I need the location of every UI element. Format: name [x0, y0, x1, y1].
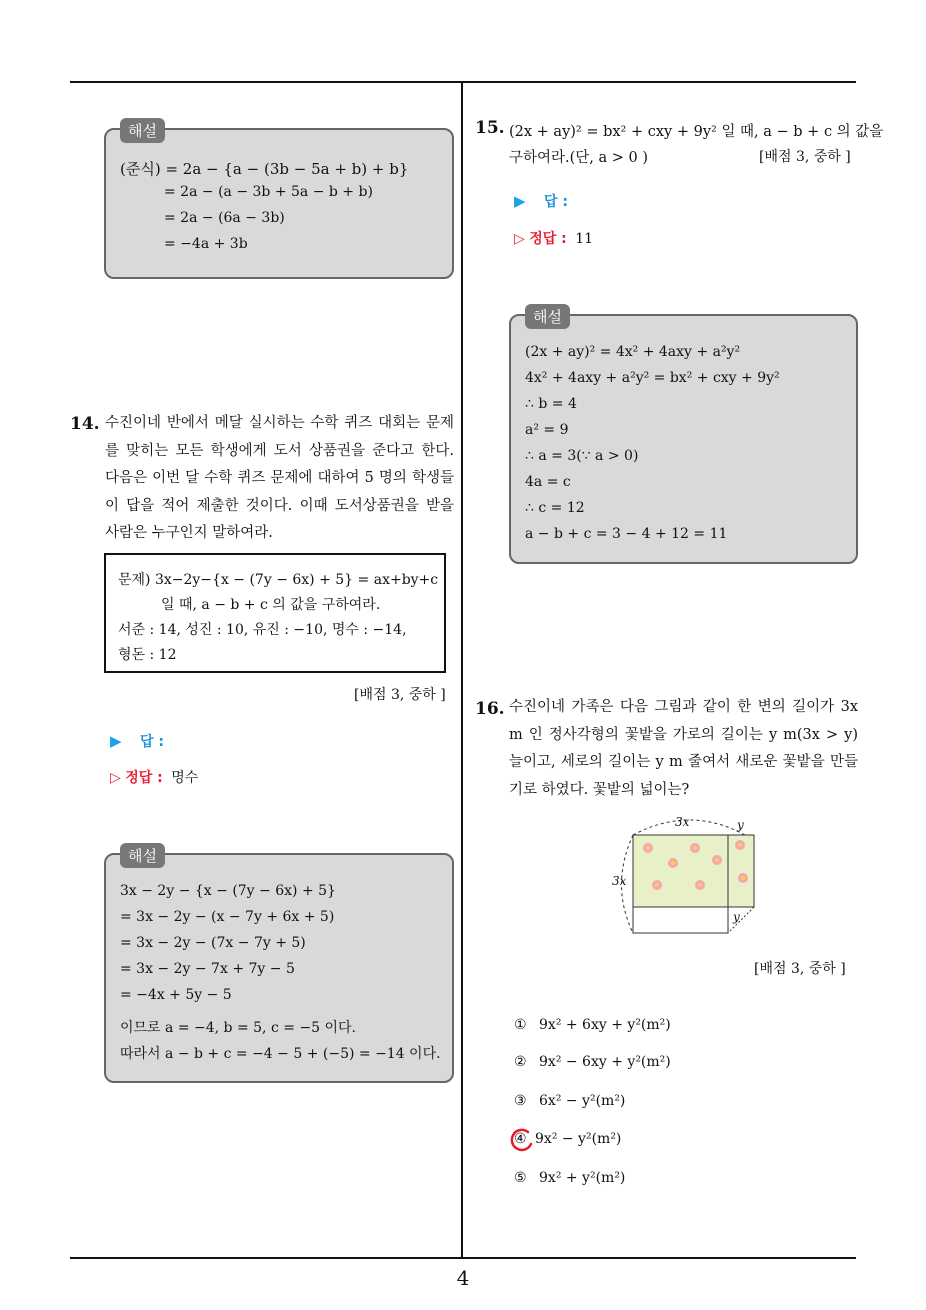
solution-line: 4x² + 4axy + a²y² = bx² + cxy + 9y²	[525, 370, 780, 386]
figure-label-bottom-right: y	[733, 910, 740, 924]
choice-text: 6x² − y²(m²)	[539, 1093, 626, 1109]
solution-line: = 2a − (6a − 3b)	[164, 210, 285, 226]
question-number-16: 16.	[475, 699, 505, 719]
question-text-15: (2x + ay)² = bx² + cxy + 9y² 일 때, a − b + c 의 값을	[509, 124, 884, 140]
choice-mark: ⑤	[514, 1170, 527, 1186]
solution-tag: 해설	[525, 304, 570, 329]
correct-value: 11	[575, 231, 594, 247]
correct-row-15	[514, 228, 593, 248]
problem-line: 형돈 : 12	[118, 647, 177, 663]
solution-box-13	[104, 122, 454, 279]
solution-line: = 3x − 2y − (7x − 7y + 5)	[120, 935, 306, 951]
correct-row-14	[110, 767, 198, 787]
solution-line: 이므로 a = −4, b = 5, c = −5 이다.	[120, 1020, 356, 1036]
correct-label: 정답 :	[125, 770, 163, 786]
problem-box-14	[104, 553, 446, 673]
question-number-14: 14.	[70, 414, 100, 434]
solution-line: = −4x + 5y − 5	[120, 987, 232, 1003]
solution-line: (2x + ay)² = 4x² + 4axy + a²y²	[525, 344, 741, 360]
solution-line: ∴ a = 3(∵ a > 0)	[525, 448, 639, 464]
play-icon: ▶	[514, 192, 526, 210]
choice-5[interactable]	[514, 1170, 625, 1186]
bottom-rule	[70, 1257, 856, 1259]
answer-row-15	[514, 191, 568, 211]
problem-line: 서준 : 14, 성진 : 10, 유진 : −10, 명수 : −14,	[118, 622, 407, 638]
solution-line: a² = 9	[525, 422, 569, 438]
choice-mark: ③	[514, 1093, 527, 1109]
question-number-15: 15.	[475, 118, 505, 138]
solution-line: = 3x − 2y − (x − 7y + 6x + 5)	[120, 909, 335, 925]
choice-text: 9x² + 6xy + y²(m²)	[539, 1017, 671, 1033]
solution-line: a − b + c = 3 − 4 + 12 = 11	[525, 526, 728, 542]
selected-circle-icon	[506, 1124, 536, 1154]
solution-line: ∴ b = 4	[525, 396, 577, 412]
solution-line: = −4a + 3b	[164, 236, 248, 252]
choice-1[interactable]	[514, 1017, 671, 1033]
answer-label: 답 :	[140, 734, 164, 750]
score-14: [배점 3, 중하 ]	[354, 687, 446, 703]
score-16: [배점 3, 중하 ]	[754, 961, 846, 977]
solution-line: ∴ c = 12	[525, 500, 585, 516]
question-text-14: 수진이네 반에서 메달 실시하는 수학 퀴즈 대회는 문제를 맞히는 모든 학생에게 도서 상품권을 준다고 한다. 다음은 이번 달 수학 퀴즈 문제에 대하여 5 명의 학생들이 답을 적어 제출한 것이다. 이때 도서상품권을 받을 사람은 누구인지 말하여라.	[105, 415, 454, 541]
choice-2[interactable]	[514, 1054, 671, 1070]
solution-line: = 2a − (a − 3b + 5a − b + b)	[164, 184, 373, 200]
outline-triangle-icon: ▷	[514, 231, 525, 247]
figure-label-top-right: y	[737, 818, 744, 832]
solution-line: (준식) = 2a − {a − (3b − 5a + b) + b}	[120, 160, 409, 178]
choice-mark: ②	[514, 1054, 527, 1070]
top-rule	[70, 81, 856, 83]
play-icon: ▶	[110, 732, 122, 750]
choice-text: 9x² + y²(m²)	[539, 1170, 626, 1186]
figure-label-top: 3x	[675, 815, 690, 829]
answer-label: 답 :	[544, 194, 568, 210]
correct-label: 정답 :	[529, 231, 567, 247]
solution-line: 4a = c	[525, 474, 571, 490]
figure-label-left: 3x	[612, 874, 627, 888]
solution-tag: 해설	[120, 118, 165, 143]
solution-tag: 해설	[120, 843, 165, 868]
problem-line: 일 때, a − b + c 의 값을 구하여라.	[161, 597, 381, 613]
solution-line: = 3x − 2y − 7x + 7y − 5	[120, 961, 295, 977]
outline-triangle-icon: ▷	[110, 770, 121, 786]
solution-line: 따라서 a − b + c = −4 − 5 + (−5) = −14 이다.	[120, 1046, 441, 1062]
choice-text: 9x² − y²(m²)	[535, 1131, 622, 1147]
correct-value: 명수	[171, 770, 199, 786]
answer-row-14	[110, 731, 164, 751]
question-text-16: 수진이네 가족은 다음 그림과 같이 한 변의 길이가 3x m 인 정사각형의 꽃밭을 가로의 길이는 y m(3x > y) 늘이고, 세로의 길이는 y m 줄여서 새로운 꽃밭을 만들기로 하였다. 꽃밭의 넓이는?	[509, 699, 858, 798]
column-divider	[461, 82, 463, 1258]
solution-box-15	[509, 308, 858, 564]
choice-3[interactable]	[514, 1093, 625, 1109]
score-15: [배점 3, 중하 ]	[759, 149, 851, 165]
problem-line: 문제) 3x−2y−{x − (7y − 6x) + 5} = ax+by+c	[118, 572, 439, 588]
choice-mark: ①	[514, 1017, 527, 1033]
solution-box-14	[104, 847, 454, 1083]
choice-mark: ④	[514, 1131, 527, 1147]
choice-text: 9x² − 6xy + y²(m²)	[539, 1054, 671, 1070]
solution-line: 3x − 2y − {x − (7y − 6x) + 5}	[120, 883, 336, 899]
page-number: 4	[456, 1266, 470, 1290]
question-text-15b: 구하여라.(단, a > 0 )	[509, 150, 649, 166]
flowerbed-figure	[605, 815, 765, 940]
